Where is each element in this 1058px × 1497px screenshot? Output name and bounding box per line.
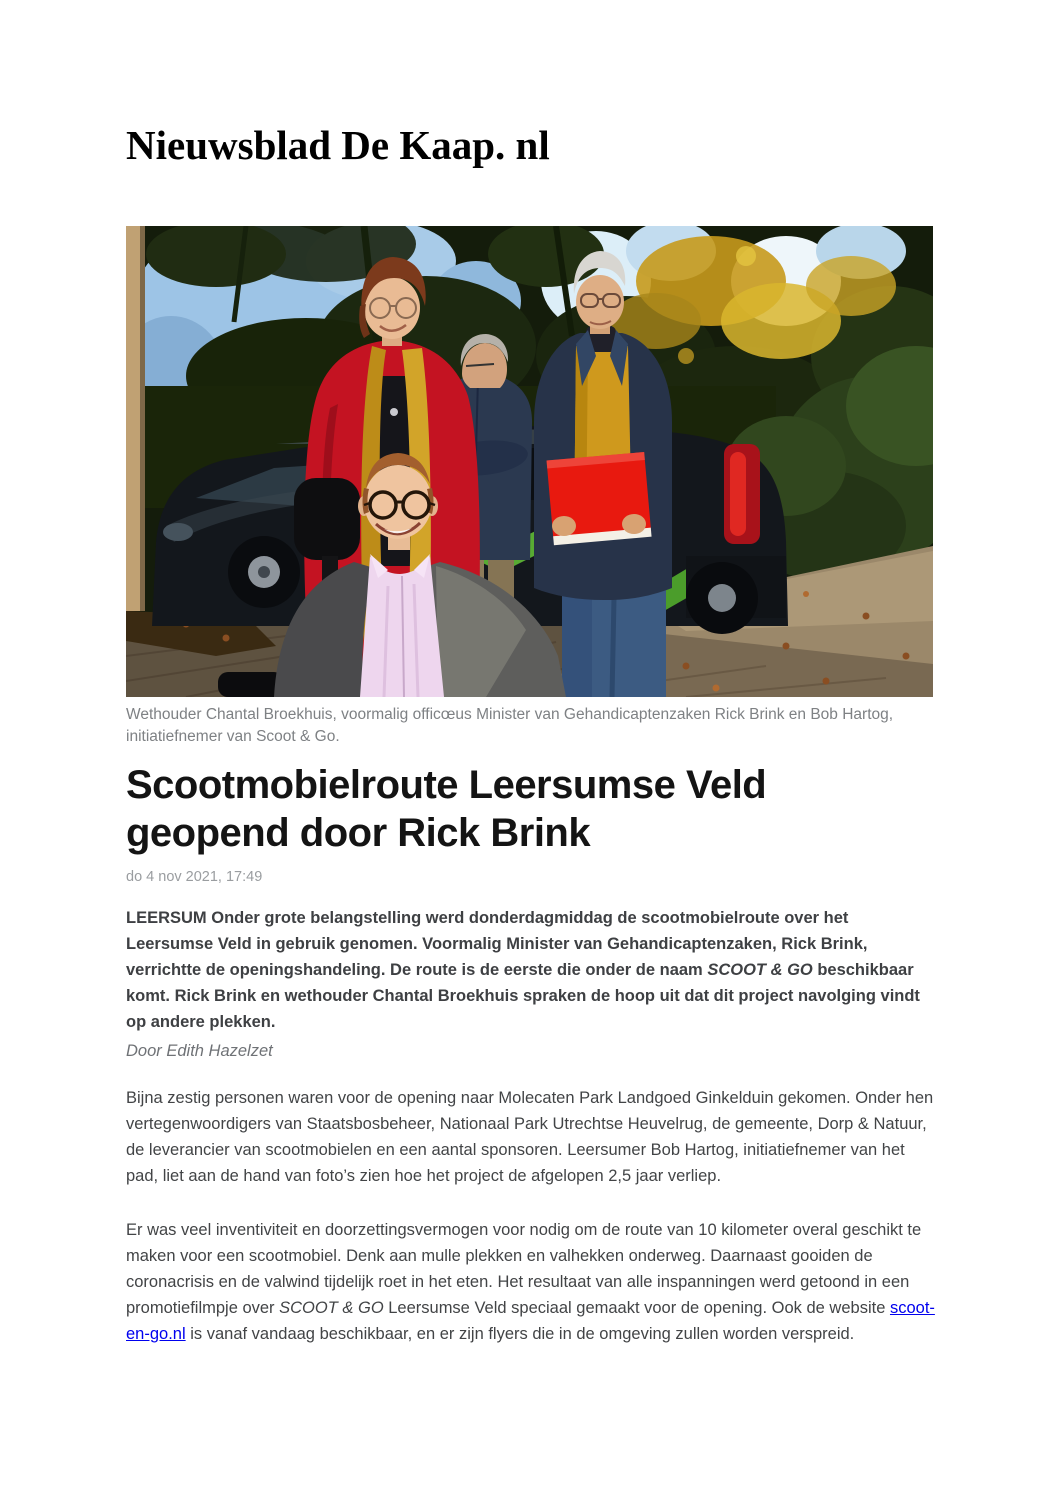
- paragraph-2-text-2: Leersumse Veld speciaal gemaakt voor de opening. Ook de website: [383, 1299, 890, 1317]
- article-lede: [126, 905, 938, 1035]
- article-byline: Door Edith Hazelzet: [126, 1042, 273, 1060]
- article-photo: [126, 226, 933, 697]
- brand-name-lede: SCOOT & GO: [707, 961, 813, 979]
- lede-text-1: LEERSUM Onder grote belangstelling werd donderdagmiddag de scootmobielroute over het Leersumse Veld in gebruik genomen. Voormalig Minister van Gehandicaptenzaken, Rick Brink, verrichtte de openingshandeling. De route is de eerste die onder de naam: [126, 909, 868, 979]
- photo-caption: Wethouder Chantal Broekhuis, voormalig officœus Minister van Gehandicaptenzaken Rick Brink en Bob Hartog, initiatiefnemer van Scoot & Go.: [126, 706, 894, 745]
- article-dateline: do 4 nov 2021, 17:49: [126, 869, 263, 885]
- masthead-title: Nieuwsblad De Kaap. nl: [126, 122, 550, 168]
- article-paragraph-1: Bijna zestig personen waren voor de opening naar Molecaten Park Landgoed Ginkelduin gekomen. Onder hen vertegenwoordigers van Staatsbosbeheer, Nationaal Park Utrechtse Heuvelrug, de gemeente, Dorp & Natuur, de leverancier van scootmobielen en een aantal sponsoren. Leersumer Bob Hartog, initiatiefnemer van het pad, liet aan de hand van foto’s zien hoe het project de afgelopen 2,5 jaar verliep.: [126, 1089, 934, 1185]
- scoot-en-go-link[interactable]: scoot-en-go.nl: [126, 1299, 935, 1343]
- wheelchair-armrest: [218, 672, 284, 697]
- lede-text-2: beschikbaar komt. Rick Brink en wethouder Chantal Broekhuis spraken de hoop uit dat dit project navolging vindt op andere plekken.: [126, 961, 920, 1031]
- brand-name-paragraph: SCOOT & GO: [279, 1299, 384, 1317]
- article-paragraph-2: [126, 1217, 938, 1347]
- article-headline: Scootmobielroute Leersumse Veld geopend door Rick Brink: [126, 763, 767, 855]
- paragraph-2-text-1: Er was veel inventiviteit en doorzettingsvermogen voor nodig om de route van 10 kilometer overal geschikt te maken voor een scootmobiel. Denk aan mulle plekken en valhekken onderweg. Daarnaast gooiden de coronacrisis en de valwind tijdelijk roet in het eten. Het resultaat van alle inspanningen werd getoond in een promotiefilmpje over: [126, 1221, 922, 1317]
- article-photo-figure: [126, 226, 933, 748]
- paragraph-2-text-3: is vanaf vandaag beschikbaar, en er zijn flyers die in de omgeving zullen worden verspreid.: [185, 1325, 855, 1343]
- wheelchair-headrest: [294, 478, 360, 560]
